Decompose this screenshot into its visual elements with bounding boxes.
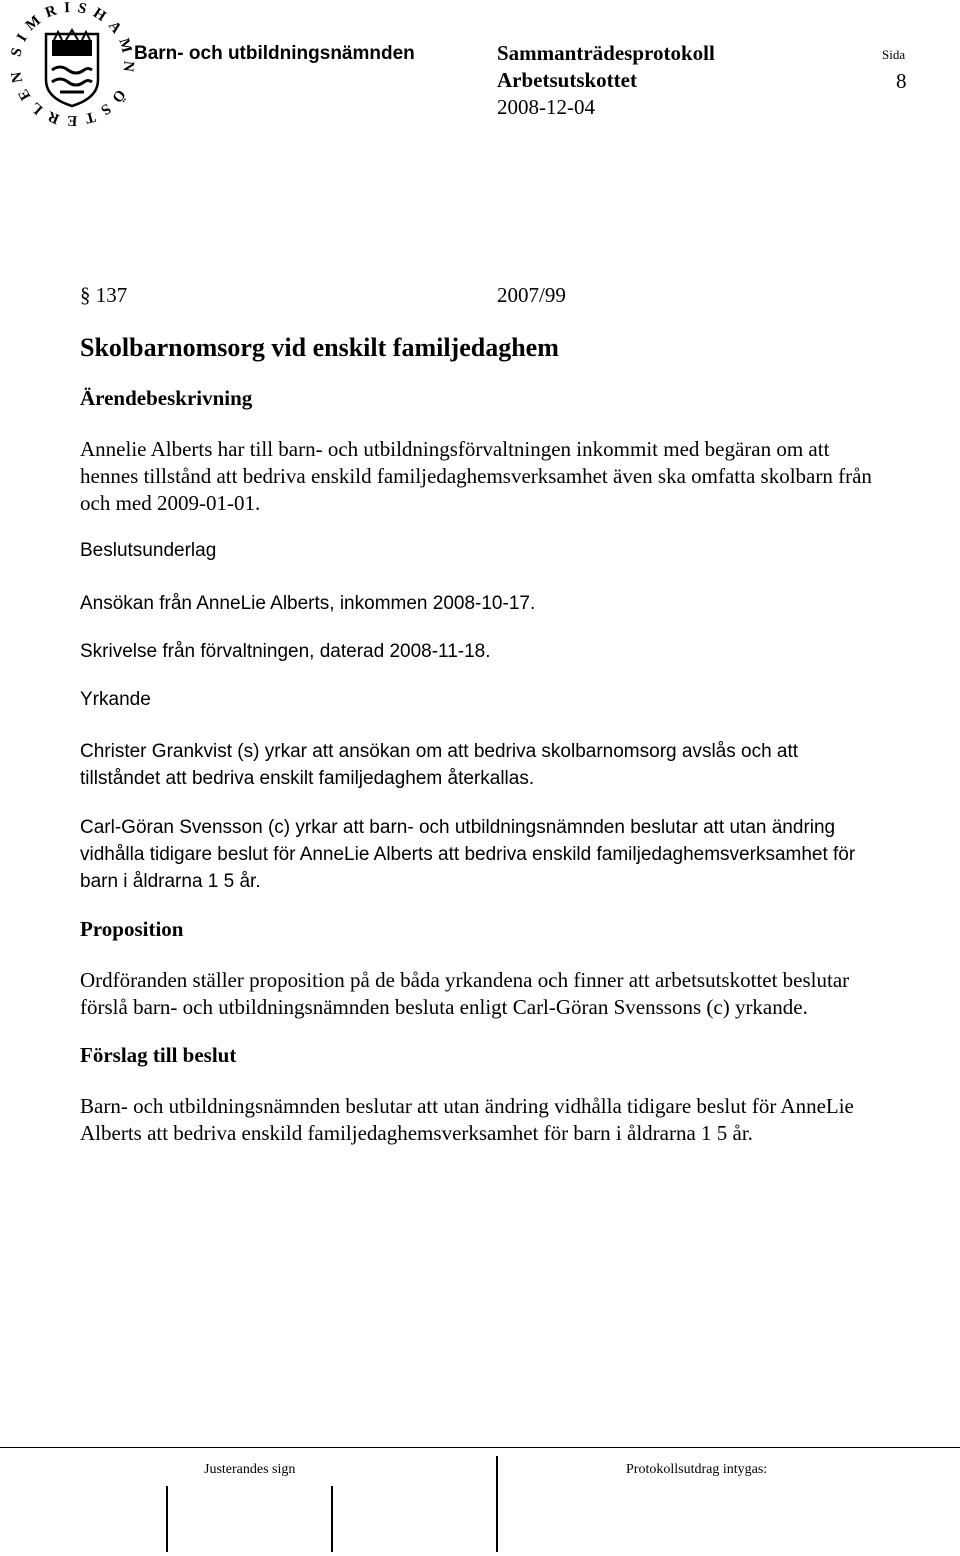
text-line: tillståndet att bedriva enskilt familjedaghem återkallas. (80, 768, 535, 789)
beslutsunderlag-item-2: Skrivelse från förvaltningen, daterad 2008-11-18. (80, 641, 491, 662)
text-line: Christer Grankvist (s) yrkar att ansökan om att bedriva skolbarnomsorg avslås och att (80, 741, 799, 762)
page-label: Sida (882, 47, 906, 62)
excerpt-certified-label: Protokollsutdrag intygas: (626, 1462, 768, 1477)
proposition-text (80, 967, 950, 1021)
text-line: Carl-Göran Svensson (c) yrkar att barn- och utbildningsnämnden beslutar att utan ändring (80, 817, 836, 838)
meeting-date: 2008-12-04 (497, 95, 595, 119)
text-line: Alberts att bedriva enskild familjedaghemsverksamhet för barn i åldrarna 1 5 år. (80, 1121, 753, 1145)
municipal-seal-logo (8, 2, 136, 126)
page-number: 8 (896, 69, 907, 93)
signature-box-divider (496, 1456, 498, 1552)
diary-number: 2007/99 (497, 283, 566, 307)
case-title: Skolbarnomsorg vid enskilt familjedaghem (80, 333, 559, 362)
organization-name: Barn- och utbildningsnämnden (134, 43, 415, 64)
document-type: Sammanträdesprotokoll (497, 41, 715, 65)
text-line: hennes tillstånd att bedriva enskild familjedaghemsverksamhet även ska omfatta skolbarn från (80, 464, 872, 488)
text-line: barn i åldrarna 1 5 år. (80, 871, 261, 892)
text-line: förslå barn- och utbildningsnämnden besluta enligt Carl-Göran Svenssons (c) yrkande. (80, 995, 808, 1019)
text-line: Ordföranden ställer proposition på de båda yrkandena och finner att arbetsutskottet beslutar (80, 968, 850, 992)
signature-label: Justerandes sign (204, 1462, 296, 1477)
beslutsunderlag-item-1: Ansökan från AnneLie Alberts, inkommen 2008-10-17. (80, 593, 536, 614)
signature-box-divider (331, 1486, 333, 1552)
heading-proposition: Proposition (80, 917, 184, 941)
text-line: Barn- och utbildningsnämnden beslutar att utan ändring vidhålla tidigare beslut för AnneLie (80, 1094, 854, 1118)
seal-ring-text: SIMRISHAMN ÖSTERLEN (8, 2, 136, 126)
committee-name: Arbetsutskottet (497, 68, 637, 92)
paragraph-number: § 137 (80, 283, 128, 307)
text-line: och med 2009-01-01. (80, 491, 261, 515)
yrkande-paragraph-2 (80, 814, 950, 895)
heading-forslag-till-beslut: Förslag till beslut (80, 1043, 237, 1067)
yrkande-paragraph-1 (80, 738, 950, 792)
forslag-text (80, 1093, 950, 1147)
footer-divider (0, 1447, 960, 1448)
text-line: Annelie Alberts har till barn- och utbildningsförvaltningen inkommit med begäran om att (80, 437, 830, 461)
signature-box-divider (166, 1486, 168, 1552)
heading-arendebeskrivning: Ärendebeskrivning (80, 386, 253, 410)
arendebeskrivning-text (80, 436, 950, 517)
heading-yrkande: Yrkande (80, 689, 151, 710)
text-line: vidhålla tidigare beslut för AnneLie Alberts att bedriva enskild familjedaghemsverksamhet för (80, 844, 856, 865)
heading-beslutsunderlag: Beslutsunderlag (80, 540, 217, 561)
